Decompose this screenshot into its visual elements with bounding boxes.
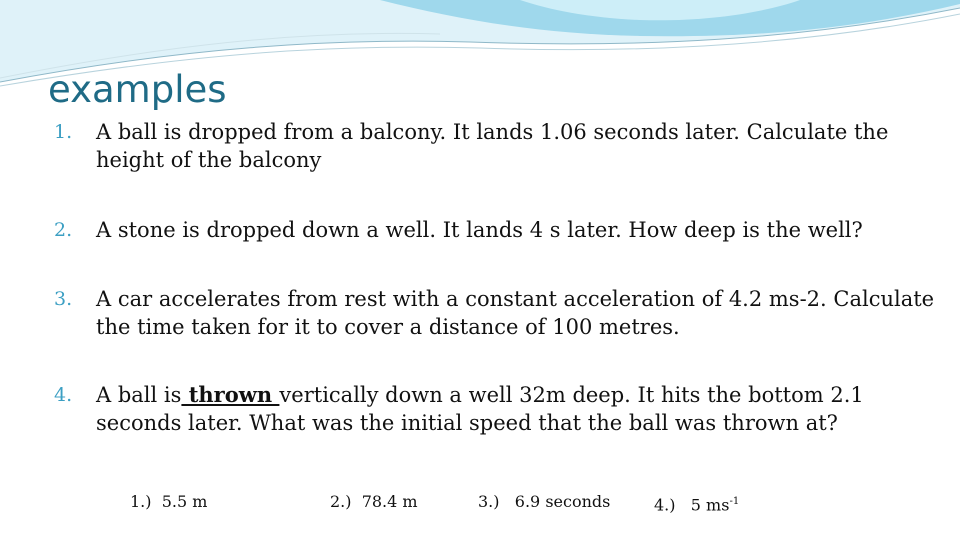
question-number: 1.: [54, 121, 73, 143]
question-text-after: vertically down a well 32m deep. It hits the bottom 2.1 seconds later. What was the initial speed that the ball was thrown at?: [96, 383, 864, 435]
answer-label: 1.): [130, 492, 152, 511]
answer-3: [478, 490, 610, 514]
question-number: 2.: [54, 219, 73, 241]
question-text: [96, 381, 936, 437]
question-number: 3.: [54, 288, 73, 310]
answer-1: [130, 490, 207, 514]
answer-label: 4.): [654, 495, 676, 515]
question-text: A ball is dropped from a balcony. It lands 1.06 seconds later. Calculate the height of the balcony: [96, 120, 889, 172]
answer-label: 2.): [330, 492, 352, 511]
question-text: A stone is dropped down a well. It lands 4 s later. How deep is the well?: [96, 218, 863, 242]
question-text-before: A ball is: [96, 383, 182, 407]
question-number: 4.: [54, 384, 73, 406]
emphasized-word: thrown: [181, 382, 280, 407]
answer-4: [654, 490, 739, 517]
answer-value: 78.4 m: [361, 492, 418, 511]
answer-value: 5.5 m: [161, 492, 208, 511]
answer-label: 3.): [478, 492, 500, 511]
slide-title: examples: [48, 68, 227, 111]
answer-value: 5 ms: [690, 495, 730, 515]
answer-exponent: -1: [729, 496, 740, 507]
question-text: A car accelerates from rest with a constant acceleration of 4.2 ms-2. Calculate the time taken for it to cover a distance of 100 metres.: [96, 287, 935, 339]
answer-value: 6.9 seconds: [514, 492, 611, 511]
answer-2: [330, 490, 418, 514]
